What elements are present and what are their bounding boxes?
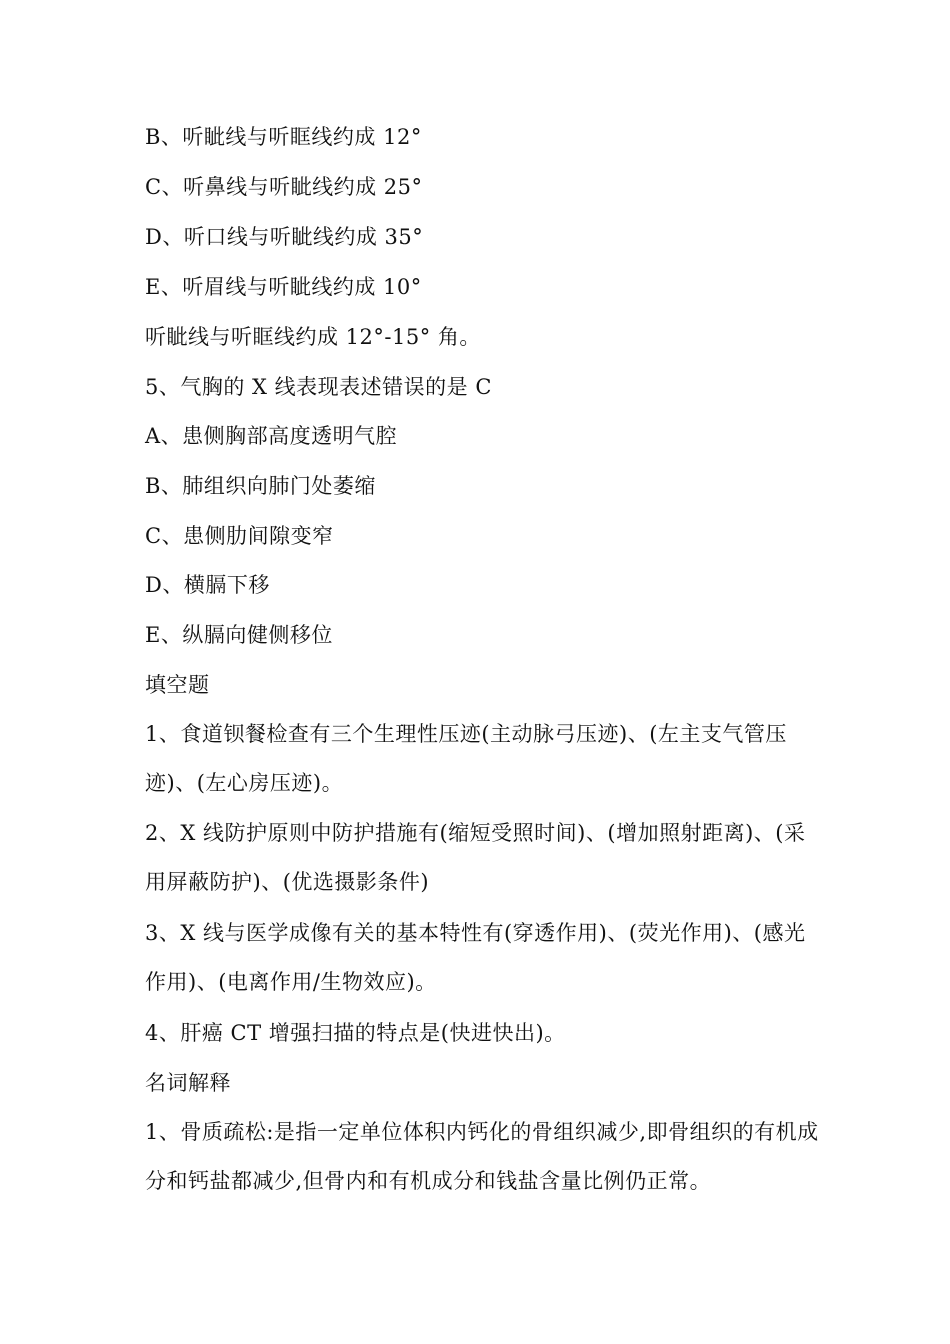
q5-option-d: D、横膈下移 — [145, 573, 270, 597]
fill-blank-item-1: 1、食道钡餐检查有三个生理性压迹(主动脉弓压迹)、(左主支气管压迹)、(左心房压迹)。 — [145, 722, 787, 795]
q4-option-c: C、听鼻线与听眦线约成 25° — [145, 175, 423, 199]
q5-option-b: B、肺组织向肺门处萎缩 — [145, 474, 376, 498]
fill-blank-item-4: 4、肝癌 CT 增强扫描的特点是(快进快出)。 — [145, 1021, 566, 1045]
q5-option-a: A、患侧胸部高度透明气腔 — [145, 424, 398, 448]
q5-option-e: E、纵膈向健侧移位 — [145, 623, 333, 647]
q4-option-d: D、听口线与听眦线约成 35° — [145, 225, 424, 249]
q4-option-b: B、听眦线与听眶线约成 12° — [145, 125, 422, 149]
q5-option-c: C、患侧肋间隙变窄 — [145, 524, 334, 548]
q4-explanation: 听眦线与听眶线约成 12°-15° 角。 — [145, 325, 481, 349]
fill-blank-heading: 填空题 — [145, 673, 210, 697]
q5-question: 5、气胸的 X 线表现表述错误的是 C — [145, 375, 492, 399]
fill-blank-item-2: 2、X 线防护原则中防护措施有(缩短受照时间)、(增加照射距离)、(采用屏蔽防护)、(优选摄影条件) — [145, 821, 806, 894]
term-item-1: 1、骨质疏松:是指一定单位体积内钙化的骨组织减少,即骨组织的有机成分和钙盐都减少,但骨内和有机成分和钱盐含量比例仍正常。 — [145, 1120, 819, 1193]
q4-option-e: E、听眉线与听眦线约成 10° — [145, 275, 422, 299]
fill-blank-item-3: 3、X 线与医学成像有关的基本特性有(穿透作用)、(荧光作用)、(感光作用)、(电离作用/生物效应)。 — [145, 921, 806, 994]
terms-heading: 名词解释 — [145, 1071, 231, 1095]
